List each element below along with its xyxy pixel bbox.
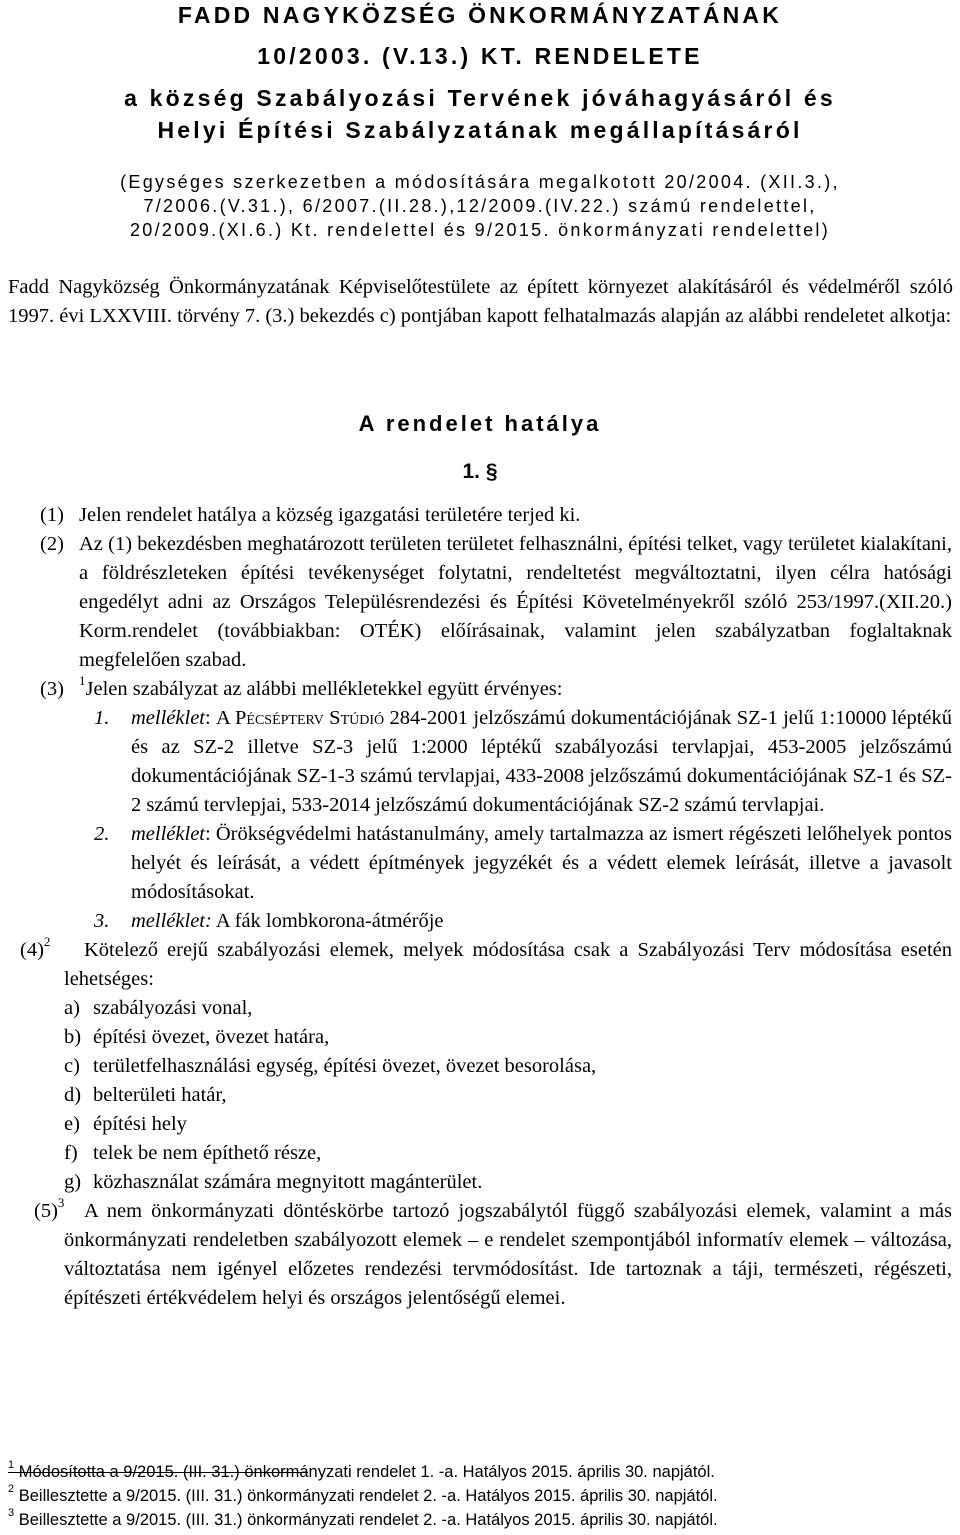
list-item: e) építési hely xyxy=(64,1113,187,1135)
list-item: b) építési övezet, övezet határa, xyxy=(64,1026,330,1048)
paragraph-3 xyxy=(0,675,960,704)
title-line-1: FADD NAGYKÖZSÉG ÖNKORMÁNYZATÁNAK xyxy=(177,2,783,28)
annex-text: melléklet: A fák lombkorona-átmérője xyxy=(131,910,444,932)
annex-item xyxy=(0,820,960,907)
subtitle-line-1: (Egységes szerkezetben a módosítására megalkotott 20/2004. (XII.3.), xyxy=(120,172,840,192)
footnote-1: $^1$ Módosította a 9/2015. (III. 31.) önkormányzati rendelet 1. -a. Hatályos 2015. április 30. napjától. xyxy=(8,1458,715,1481)
paragraph-label: $(5)^3$ xyxy=(34,1195,65,1222)
list-item: a) szabályozási vonal, xyxy=(64,997,253,1019)
section-number: 1. § xyxy=(462,460,498,483)
paragraph-text: Kötelező erejű szabályozási elemek, melyek módosítása csak a Szabályozási Terv módosítása esetén lehetséges: xyxy=(64,939,952,990)
subtitle-line-2: 7/2006.(V.31.), 6/2007.(II.28.),12/2009.(IV.22.) számú rendelettel, xyxy=(143,196,817,216)
paragraph-2 xyxy=(0,530,960,675)
studio-name: A Pécsépterv Stúdió xyxy=(216,707,385,729)
footnote-2: $^2$ Beillesztette a 9/2015. (III. 31.) önkormányzati rendelet 2. -a. Hatályos 2015. április 30. napjától. xyxy=(8,1482,718,1505)
paragraph-5 xyxy=(0,1197,960,1313)
subtitle-line-3: 20/2009.(XI.6.) Kt. rendelettel és 9/2015. önkormányzati rendelettel) xyxy=(129,220,831,240)
paragraph-label: (1) xyxy=(40,504,64,526)
annex-item xyxy=(0,704,960,820)
annex-name: melléklet xyxy=(131,823,205,845)
title-line-2: 10/2003. (V.13.) KT. RENDELETE xyxy=(257,43,703,69)
annex-item xyxy=(0,907,960,936)
section-title: A rendelet hatálya xyxy=(358,411,602,436)
paragraph-text: Jelen rendelet hatálya a község igazgatási területére terjed ki. xyxy=(79,504,581,526)
paragraph-1 xyxy=(0,501,960,530)
annex-name: melléklet xyxy=(131,707,205,729)
preamble-paragraph: Fadd Nagyközség Önkormányzatának Képviselőtestülete az épített környezet alakításáról és védelméről szóló 1997. évi LXXVIII. törvény 7. (3.) bekezdés c) pontjában kapott felhatalmazás alapján az alábbi rendeletet alkotja: xyxy=(8,276,953,327)
paragraph-text: $^1$Jelen szabályzat az alábbi mellékletekkel együtt érvényes: xyxy=(79,673,563,700)
paragraph-4 xyxy=(0,936,960,994)
paragraph-label: (3) xyxy=(40,678,64,700)
list-item: d) belterületi határ, xyxy=(64,1084,227,1106)
footnote-ref[interactable]: 1 xyxy=(79,673,86,689)
annex-number: 3. xyxy=(94,910,110,932)
annex-text: melléklet: A Pécsépterv Stúdió 284-2001 jelzőszámú dokumentációjának SZ-1 jelű 1:10000 léptékű és az SZ-2 illetve SZ-3 jelű 1:2000 léptékű szabályozási tervlapjai, 453-2005 jelzőszámú dokumentációjának SZ-1-3 számú tervlapjai, 433-2008 jelzőszámú dokumentációjának SZ-1 és SZ-2 számú tervlepjai, 533-2014 jelzőszámú dokumentációjának SZ-2 számú tervlapjai. xyxy=(131,707,953,816)
paragraph-text: Az (1) bekezdésben meghatározott területen területet felhasználni, építési telket, vagy területet kialakítani, a földrészleteken építési tevékenységet folytatni, rendeltetést megváltoztatni, ilyen célra hatósági engedélyt adni az Országos Településrendezési és Építési Követelményekről szóló 253/1997.(XII.20.) Korm.rendelet (továbbiakban: OTÉK) előírásainak, valamint jelen szabályzatban foglaltaknak megfelelően szabad. xyxy=(79,533,952,671)
annex-text: melléklet: Örökségvédelmi hatástanulmány, amely tartalmazza az ismert régészeti lelőhelyek pontos helyét és leírását, a védett építmények jegyzékét és a védett elemek leírását, illetve a javasolt módosításokat. xyxy=(131,823,952,903)
annex-number: 2. xyxy=(94,823,110,845)
section-sign: § xyxy=(485,460,498,483)
title-line-4: Helyi Építési Szabályzatának megállapításáról xyxy=(157,117,803,143)
paragraph-text: A nem önkormányzati döntéskörbe tartozó jogszabálytól függő szabályozási elemek, valamint a más önkormányzati rendeletben szabályozott elemek – e rendelet szempontjából informatív elemek – változása, változtatása nem igényel előzetes rendezési tervmódosítást. Ide tartoznak a táji, természeti, régészeti, építészeti értékvédelem helyi és országos jelentőségű elemei. xyxy=(64,1200,952,1309)
section-body xyxy=(0,501,960,1313)
title-line-3: a község Szabályozási Tervének jóváhagyásáról és xyxy=(124,85,836,111)
list-item: f) telek be nem építhető része, xyxy=(64,1142,322,1164)
footnote-ref[interactable]: 3 xyxy=(57,1195,65,1211)
footnote-3: $^3$ Beillesztette a 9/2015. (III. 31.) önkormányzati rendelet 2. -a. Hatályos 2015. április 30. napjától. xyxy=(8,1506,718,1529)
paragraph-label: (2) xyxy=(40,533,64,555)
footnote-ref[interactable]: 2 xyxy=(43,934,51,950)
annex-name: melléklet: xyxy=(131,910,212,932)
annex-number: 1. xyxy=(94,707,110,729)
list-item: c) területfelhasználási egység, építési övezet, övezet besorolása, xyxy=(64,1055,597,1077)
list-item: g) közhasználat számára megnyitott magánterület. xyxy=(64,1171,483,1193)
paragraph-label: $(4)^2$ xyxy=(20,934,51,961)
